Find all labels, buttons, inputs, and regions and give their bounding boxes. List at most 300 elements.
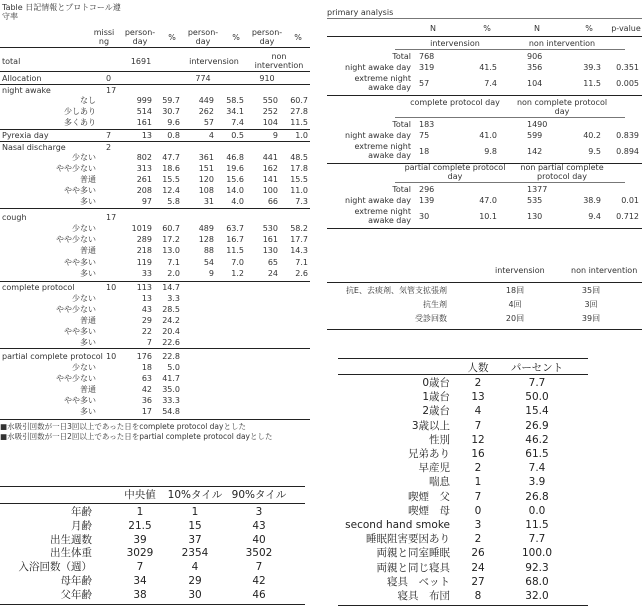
primary-row-label: night awake day bbox=[345, 131, 411, 140]
nasal-row-value: 261 bbox=[136, 175, 152, 184]
complete-row-label: 少ない bbox=[72, 294, 96, 303]
primary-row-value: 11.5 bbox=[583, 78, 601, 88]
header-line: ng bbox=[98, 37, 110, 46]
medication-table bbox=[327, 258, 642, 333]
bl-row-value: 37 bbox=[188, 533, 202, 546]
partial-label: partial complete protocol bbox=[2, 352, 103, 361]
br-row-label: 2歳台 bbox=[422, 405, 450, 418]
intervention-header: intervension bbox=[189, 57, 239, 66]
cough-row-value: 14.3 bbox=[290, 246, 308, 256]
nasal-row-value: 18.6 bbox=[162, 164, 180, 173]
br-row-value: 3 bbox=[474, 519, 482, 531]
nasal-row-value: 47.7 bbox=[162, 153, 180, 162]
br-row-label: 両親と同室睡眠 bbox=[376, 547, 450, 560]
br-row-value: 92.3 bbox=[525, 561, 549, 574]
night_awake-row-value: 252 bbox=[262, 107, 278, 116]
cough-row-value: 88 bbox=[203, 246, 214, 256]
non-intervention-header bbox=[248, 52, 310, 70]
br-row-value: 26.8 bbox=[525, 490, 549, 503]
bl-row-value: 15 bbox=[188, 519, 202, 532]
cough-row-value: 218 bbox=[136, 246, 152, 256]
night_awake-row-value: 999 bbox=[136, 96, 152, 105]
br-row-value: 2 bbox=[474, 533, 482, 546]
primary-row-value: 142 bbox=[527, 146, 543, 156]
br-row-value: 61.5 bbox=[525, 448, 549, 460]
primary-row-value: 40.2 bbox=[583, 131, 601, 140]
cough-row-value: 11.5 bbox=[226, 246, 244, 256]
primary-row-value: 0.839 bbox=[616, 131, 639, 140]
primary-row-value: 1377 bbox=[527, 185, 548, 194]
partial-row-label: やや少ない bbox=[56, 374, 96, 383]
left-table bbox=[0, 0, 312, 440]
cough-row-value: 13.0 bbox=[162, 246, 180, 256]
primary-row-label: extreme night bbox=[354, 142, 411, 151]
complete-row-value: 22.6 bbox=[162, 338, 180, 347]
group-a-header: partial complete protocol bbox=[404, 163, 506, 172]
cough-row-value: 530 bbox=[262, 224, 278, 233]
primary-row-value: 139 bbox=[419, 196, 435, 205]
header-line: person- bbox=[187, 28, 219, 37]
br-row-value: 7.4 bbox=[528, 462, 546, 475]
bl-h3: 90%タイル bbox=[231, 489, 287, 501]
bl-row-label: 入浴回数（週） bbox=[18, 561, 92, 574]
partial-row-value: 41.7 bbox=[162, 374, 180, 383]
demographics-table bbox=[0, 486, 305, 606]
cough-label: cough bbox=[2, 213, 27, 222]
br-row-label: 喫煙 父 bbox=[408, 490, 450, 503]
br-row-value: 8 bbox=[474, 590, 482, 602]
bl-row-value: 40 bbox=[252, 533, 266, 546]
partial-row-value: 22.8 bbox=[162, 352, 180, 361]
bl-h1: 中央値 bbox=[124, 489, 156, 501]
partial-row-value: 63 bbox=[141, 374, 152, 383]
bl-row-value: 3 bbox=[255, 506, 263, 518]
rule bbox=[0, 348, 310, 349]
cough-row-value: 63.7 bbox=[226, 224, 244, 233]
nasal-row-value: 802 bbox=[136, 153, 152, 162]
cough-row-value: 489 bbox=[198, 224, 214, 233]
br-row-value: 2 bbox=[474, 377, 482, 389]
allocation-a: 774 bbox=[195, 74, 211, 83]
table-title: Table 日記情報とプロトコール遵守率 bbox=[2, 3, 121, 21]
complete-row-value: 20.4 bbox=[162, 327, 180, 336]
partial-row-value: 36 bbox=[141, 396, 152, 405]
br-row-value: 1 bbox=[474, 476, 482, 489]
primary-row-value: 319 bbox=[419, 63, 435, 72]
bl-row-value: 38 bbox=[133, 588, 147, 601]
bl-row-value: 34 bbox=[133, 575, 147, 587]
col-percent-header-2: % bbox=[232, 33, 240, 42]
pyrexia-label: Pyrexia day bbox=[2, 131, 49, 140]
group-b-header: day bbox=[554, 107, 570, 116]
primary-analysis-table bbox=[327, 0, 642, 240]
br-row-label: 1歳台 bbox=[422, 391, 450, 404]
night_awake-row-value: 7.4 bbox=[231, 118, 244, 127]
br-row-value: 50.0 bbox=[525, 391, 549, 404]
nasal-row-value: 108 bbox=[198, 186, 214, 195]
primary-row-value: 39.3 bbox=[583, 63, 601, 72]
br-row-value: 46.2 bbox=[525, 433, 549, 446]
primary-row-value: 9.5 bbox=[588, 146, 601, 156]
complete-label: complete protocol bbox=[2, 283, 75, 292]
br-row-label: 睡眠阻害要因あり bbox=[366, 533, 450, 546]
primary-row-value: 30 bbox=[419, 211, 430, 221]
partial-row-value: 176 bbox=[136, 352, 152, 361]
allocation-b: 910 bbox=[259, 74, 275, 83]
cough-row-label: やや少ない bbox=[56, 235, 96, 245]
rule bbox=[0, 604, 305, 605]
br-row-label: 兄弟あり bbox=[408, 448, 450, 460]
primary-row-value: 768 bbox=[419, 52, 435, 61]
nasal-row-value: 31 bbox=[203, 197, 214, 206]
br-row-label: second hand smoke bbox=[345, 519, 450, 531]
primary-row-label: Total bbox=[392, 52, 411, 61]
bl-row-value: 42 bbox=[252, 575, 266, 587]
note-1: ■水吸引回数が一日3回以上であった日をcomplete protocol dayとした bbox=[0, 422, 246, 431]
group-a-header: intervension bbox=[430, 39, 480, 48]
rule bbox=[327, 282, 642, 283]
br-row-label: 3歳以上 bbox=[411, 419, 450, 432]
header-line: missi bbox=[93, 28, 115, 37]
primary-row-value: 18 bbox=[419, 146, 430, 156]
primary-row-label: awake day bbox=[368, 151, 411, 160]
night_awake-row-value: 58.5 bbox=[226, 96, 244, 105]
primary-row-value: 7.4 bbox=[484, 78, 497, 88]
night_awake-row-label: 多くあり bbox=[64, 118, 96, 127]
nasal-row-value: 12.4 bbox=[162, 186, 180, 195]
br-row-label: 性別 bbox=[429, 433, 450, 446]
br-row-label: 寝具 布団 bbox=[397, 590, 450, 602]
br-h1: 人数 bbox=[467, 362, 489, 374]
night_awake-row-value: 57 bbox=[203, 118, 214, 127]
primary-title: primary analysis bbox=[327, 8, 394, 17]
nasal-row-value: 361 bbox=[198, 153, 214, 162]
cough-row-label: やや多い bbox=[64, 257, 96, 267]
br-row-value: 4 bbox=[474, 405, 482, 418]
complete-row-value: 113 bbox=[136, 283, 152, 292]
cough-row-value: 7.1 bbox=[167, 257, 180, 267]
rule bbox=[395, 182, 625, 183]
nasal-row-value: 46.8 bbox=[226, 153, 244, 162]
primary-row-value: 9.8 bbox=[484, 146, 497, 156]
cough-row-value: 7.1 bbox=[295, 257, 308, 267]
pyrexia-missing: 7 bbox=[106, 131, 112, 140]
cough-row-value: 54 bbox=[203, 257, 214, 267]
bl-row-value: 46 bbox=[252, 588, 266, 601]
primary-row-label: night awake day bbox=[345, 63, 411, 72]
nasal-row-label: 普通 bbox=[80, 175, 96, 184]
rule bbox=[0, 47, 310, 48]
col-person-day-header-3 bbox=[248, 28, 286, 46]
bl-row-label: 年齢 bbox=[71, 506, 92, 518]
primary-row-value: 599 bbox=[527, 131, 543, 140]
allocation-missing: 0 bbox=[106, 74, 112, 83]
partial-row-label: 多い bbox=[80, 407, 96, 416]
bl-row-label: 出生体重 bbox=[50, 547, 92, 560]
nasal-row-value: 120 bbox=[198, 175, 214, 184]
complete-missing: 10 bbox=[106, 283, 117, 292]
cough-row-value: 17.7 bbox=[290, 235, 308, 245]
partial-row-value: 17 bbox=[141, 407, 152, 416]
night_awake-row-value: 59.7 bbox=[162, 96, 180, 105]
cough-row-value: 289 bbox=[136, 235, 152, 245]
rule bbox=[327, 329, 642, 330]
partial-row-value: 33.3 bbox=[162, 396, 180, 405]
rule bbox=[0, 84, 310, 85]
bl-row-value: 21.5 bbox=[128, 519, 152, 532]
br-h2: パーセント bbox=[510, 362, 564, 374]
med-row-a: 20回 bbox=[505, 314, 525, 323]
nasal-row-value: 151 bbox=[198, 164, 214, 173]
nasal-row-value: 11.0 bbox=[290, 186, 308, 195]
complete-row-value: 28.5 bbox=[162, 305, 180, 314]
partial-row-label: 少ない bbox=[72, 363, 96, 372]
rule bbox=[395, 117, 625, 118]
cough-row-value: 161 bbox=[262, 235, 278, 245]
primary-row-value: 906 bbox=[527, 52, 543, 61]
ph-pct2: % bbox=[585, 24, 593, 33]
primary-row-label: extreme night bbox=[354, 207, 411, 216]
characteristics-table bbox=[338, 358, 588, 608]
header-line: day bbox=[132, 37, 148, 46]
complete-row-value: 24.2 bbox=[162, 316, 180, 325]
primary-row-value: 10.1 bbox=[479, 211, 497, 221]
pyrexia-v1: 13 bbox=[141, 131, 152, 140]
night_awake-row-value: 9.6 bbox=[167, 118, 180, 127]
note-2: ■水吸引回数が一日2回以上であった日をpartial complete protocol dayとした bbox=[0, 432, 273, 441]
rule bbox=[0, 486, 305, 487]
night_awake-row-label: 少しあり bbox=[64, 107, 96, 116]
nasal-row-value: 313 bbox=[136, 164, 152, 173]
med-row-b: 35回 bbox=[581, 286, 601, 295]
night_awake-row-value: 550 bbox=[262, 96, 278, 105]
nasal-row-value: 97 bbox=[141, 197, 152, 206]
total-label: total bbox=[2, 57, 21, 66]
nasal-row-value: 100 bbox=[262, 186, 278, 195]
col-person-day-header bbox=[120, 28, 160, 46]
cough-row-value: 65 bbox=[267, 257, 278, 267]
bl-row-label: 出生週数 bbox=[50, 533, 92, 546]
br-row-value: 15.4 bbox=[525, 405, 549, 418]
cough-row-value: 1.2 bbox=[231, 268, 244, 278]
primary-row-label: Total bbox=[392, 185, 411, 194]
partial-row-value: 5.0 bbox=[167, 363, 180, 372]
nasal-row-value: 141 bbox=[262, 175, 278, 184]
br-row-value: 26 bbox=[471, 547, 485, 560]
rule bbox=[327, 228, 642, 229]
med-row-label: 抗生剤 bbox=[423, 300, 447, 309]
br-row-value: 0.0 bbox=[528, 504, 546, 517]
night_awake-row-value: 11.5 bbox=[290, 118, 308, 127]
br-row-label: 0歳台 bbox=[422, 377, 450, 389]
br-row-value: 2 bbox=[474, 462, 482, 475]
night_awake-row-label: なし bbox=[80, 96, 96, 105]
bl-h2: 10%タイル bbox=[167, 489, 223, 501]
primary-row-value: 47.0 bbox=[479, 196, 497, 205]
br-row-value: 27 bbox=[471, 575, 485, 588]
rule bbox=[0, 208, 310, 209]
header-line: day bbox=[259, 37, 275, 46]
br-row-value: 7.7 bbox=[528, 533, 546, 546]
med-header-b: non intervention bbox=[571, 266, 638, 275]
night_awake-row-value: 60.7 bbox=[290, 96, 308, 105]
partial-row-label: 普通 bbox=[80, 385, 96, 394]
group-b-header: protocol day bbox=[537, 172, 587, 181]
primary-row-value: 9.4 bbox=[588, 211, 601, 221]
partial-row-label: やや多い bbox=[64, 396, 96, 405]
bl-row-value: 3029 bbox=[126, 547, 154, 560]
col-percent-header: % bbox=[168, 33, 176, 42]
complete-row-label: 多い bbox=[80, 338, 96, 347]
nasal-row-value: 441 bbox=[262, 153, 278, 162]
br-row-value: 7 bbox=[474, 490, 482, 503]
cough-row-label: 普通 bbox=[80, 246, 96, 256]
primary-row-value: 535 bbox=[527, 196, 543, 205]
cough-row-value: 2.6 bbox=[295, 268, 308, 278]
nasal-row-value: 5.8 bbox=[167, 197, 180, 206]
bl-row-label: 月齢 bbox=[71, 519, 92, 532]
header-line: intervention bbox=[254, 61, 304, 70]
primary-row-value: 104 bbox=[527, 78, 543, 88]
bl-row-label: 母年齢 bbox=[60, 575, 92, 587]
partial-missing: 10 bbox=[106, 352, 117, 361]
rule bbox=[327, 95, 642, 96]
complete-row-label: やや多い bbox=[64, 327, 96, 336]
cough-row-value: 1019 bbox=[131, 224, 152, 233]
primary-row-value: 0.01 bbox=[621, 196, 639, 205]
group-b-header: non partial complete bbox=[520, 163, 604, 172]
bl-row-value: 7 bbox=[255, 561, 263, 574]
night-awake-missing: 17 bbox=[106, 86, 117, 95]
allocation-label: Allocation bbox=[2, 74, 42, 83]
br-row-value: 12 bbox=[471, 433, 485, 446]
primary-row-value: 0.351 bbox=[616, 63, 639, 72]
primary-row-label: awake day bbox=[368, 216, 411, 225]
primary-row-value: 57 bbox=[419, 78, 430, 88]
night-awake-label: night awake bbox=[2, 86, 51, 95]
nasal-row-value: 15.5 bbox=[162, 175, 180, 184]
primary-row-label: night awake day bbox=[345, 196, 411, 205]
nasal-row-value: 7.3 bbox=[295, 197, 308, 206]
cough-row-value: 58.2 bbox=[290, 224, 308, 233]
primary-row-value: 0.005 bbox=[616, 78, 639, 88]
pyrexia-v2: 0.8 bbox=[167, 131, 180, 140]
pyrexia-v5: 9 bbox=[272, 131, 278, 140]
night_awake-row-value: 514 bbox=[136, 107, 152, 116]
nasal-row-label: やや多い bbox=[64, 186, 96, 195]
partial-row-value: 35.0 bbox=[162, 385, 180, 394]
br-row-label: 両親と同じ寝具 bbox=[376, 561, 450, 574]
nasal-row-label: やや少ない bbox=[56, 164, 96, 173]
complete-row-value: 29 bbox=[141, 316, 152, 325]
primary-row-value: 0.712 bbox=[616, 211, 639, 221]
night_awake-row-value: 449 bbox=[198, 96, 214, 105]
complete-row-value: 14.7 bbox=[162, 283, 180, 292]
nasal-row-value: 17.8 bbox=[290, 164, 308, 173]
cough-row-value: 17.2 bbox=[162, 235, 180, 245]
br-row-label: 喫煙 母 bbox=[408, 504, 450, 517]
nasal-row-value: 208 bbox=[136, 186, 152, 195]
bl-row-value: 4 bbox=[191, 561, 199, 574]
complete-row-label: 普通 bbox=[80, 316, 96, 325]
ph-n1: N bbox=[430, 24, 436, 33]
med-row-b: 39回 bbox=[581, 314, 601, 323]
bl-row-label: 父年齢 bbox=[60, 588, 92, 601]
night_awake-row-value: 161 bbox=[136, 118, 152, 127]
night_awake-row-value: 34.1 bbox=[226, 107, 244, 116]
rule bbox=[0, 281, 310, 282]
primary-row-value: 296 bbox=[419, 185, 435, 194]
nasal-row-value: 162 bbox=[262, 164, 278, 173]
rule bbox=[0, 71, 310, 72]
group-a-header: complete protocol day bbox=[410, 98, 500, 107]
br-row-value: 7.7 bbox=[528, 377, 546, 389]
nasal-row-value: 15.6 bbox=[226, 175, 244, 184]
primary-row-value: 130 bbox=[527, 211, 543, 221]
bl-row-value: 1 bbox=[191, 506, 199, 518]
header-line: non bbox=[271, 52, 287, 61]
bl-row-value: 2354 bbox=[181, 547, 209, 560]
group-b-header: non intervention bbox=[528, 39, 596, 48]
br-row-label: 早産児 bbox=[418, 462, 450, 475]
partial-row-value: 54.8 bbox=[162, 407, 180, 416]
br-row-value: 32.0 bbox=[525, 590, 549, 602]
pyrexia-v3: 4 bbox=[208, 131, 214, 140]
night_awake-row-value: 262 bbox=[198, 107, 214, 116]
cough-row-value: 130 bbox=[262, 246, 278, 256]
bl-row-value: 7 bbox=[136, 561, 144, 574]
primary-row-value: 183 bbox=[419, 120, 435, 129]
cough-row-value: 60.7 bbox=[162, 224, 180, 233]
header-line: day bbox=[195, 37, 211, 46]
rule bbox=[0, 419, 310, 420]
header-line: person- bbox=[124, 28, 156, 37]
primary-row-value: 356 bbox=[527, 63, 543, 72]
bl-row-value: 1 bbox=[136, 506, 144, 518]
complete-row-value: 22 bbox=[141, 327, 152, 336]
cough-row-label: 多い bbox=[80, 268, 96, 278]
primary-row-value: 0.894 bbox=[616, 146, 639, 156]
ph-p: p-value bbox=[611, 24, 641, 33]
nasal-row-label: 少ない bbox=[72, 153, 96, 162]
med-row-b: 3回 bbox=[584, 300, 598, 309]
complete-row-value: 7 bbox=[146, 338, 152, 347]
br-row-value: 3.9 bbox=[528, 476, 546, 489]
group-a-header: day bbox=[447, 172, 463, 181]
br-row-value: 24 bbox=[471, 561, 485, 574]
pyrexia-v6: 1.0 bbox=[295, 131, 308, 140]
rule bbox=[338, 374, 588, 375]
br-row-value: 68.0 bbox=[525, 575, 549, 588]
primary-row-label: extreme night bbox=[354, 74, 411, 83]
cough-row-value: 33 bbox=[141, 268, 152, 278]
rule bbox=[0, 503, 305, 504]
br-row-value: 16 bbox=[471, 448, 485, 460]
bl-row-value: 39 bbox=[133, 533, 147, 546]
complete-row-value: 3.3 bbox=[167, 294, 180, 303]
rule bbox=[0, 129, 310, 130]
ph-n2: N bbox=[534, 24, 540, 33]
cough-row-value: 9 bbox=[208, 268, 214, 278]
rule bbox=[338, 358, 588, 359]
br-row-value: 11.5 bbox=[525, 519, 549, 531]
br-row-value: 7 bbox=[474, 419, 482, 432]
partial-row-value: 18 bbox=[141, 363, 152, 372]
primary-row-value: 75 bbox=[419, 131, 430, 140]
nasal-label: Nasal discharge bbox=[2, 143, 66, 152]
primary-row-label: Total bbox=[392, 120, 411, 129]
primary-row-value: 38.9 bbox=[583, 196, 601, 205]
